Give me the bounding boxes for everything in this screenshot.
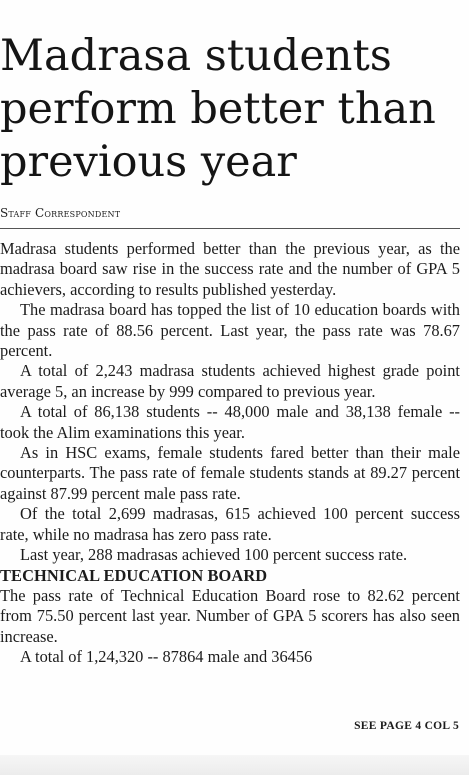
headline: Madrasa students perform better than previous year [0,31,436,187]
paragraph: The pass rate of Technical Education Board rose to 82.62 percent from 75.50 percent last year. Number of GPA 5 scorers has also seen increase. [0,585,460,646]
byline-rule [0,228,460,229]
paragraph: A total of 86,138 students -- 48,000 male and 38,138 female -- took the Alim examinations this year. [0,402,460,442]
paragraph: Of the total 2,699 madrasas, 615 achieved 100 percent success rate, while no madrasa has zero pass rate. [0,504,460,544]
clipping-bottom-edge [0,755,469,775]
section-subhead: TECHNICAL EDUCATION BOARD [0,565,268,585]
paragraph: The madrasa board has topped the list of 10 education boards with the pass rate of 88.56 percent. Last year, the pass rate was 78.67 percent. [0,300,460,361]
continuation-notice: SEE PAGE 4 COL 5 [354,720,459,732]
byline: Staff Correspondent [0,206,121,220]
paragraph: As in HSC exams, female students fared better than their male counterparts. The pass rate of female students stands at 89.27 percent against 87.99 percent male pass rate. [0,443,460,503]
paragraph: Madrasa students performed better than the previous year, as the madrasa board saw rise in the success rate and the number of GPA 5 achievers, according to results published yesterday. [0,239,460,299]
paragraph: A total of 1,24,320 -- 87864 male and 36456 [20,647,313,667]
paragraph: Last year, 288 madrasas achieved 100 percent success rate. [20,545,408,565]
article-body [0,239,460,668]
paragraph: A total of 2,243 madrasa students achieved highest grade point average 5, an increase by 999 compared to previous year. [0,361,460,401]
